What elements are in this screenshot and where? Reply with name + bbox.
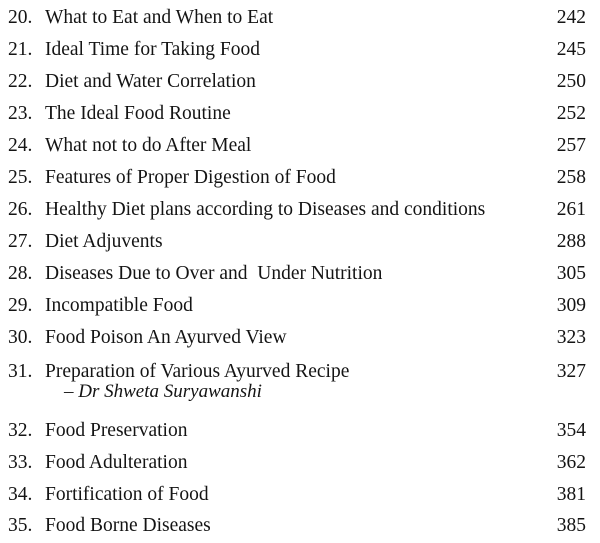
entry-page-number: 257: [556, 135, 586, 156]
entry-title: Diseases Due to Over and Under Nutrition: [45, 263, 383, 284]
entry-page-number: 261: [556, 199, 586, 220]
toc-entry: [8, 357, 586, 407]
entry-number: 22.: [8, 71, 33, 92]
entry-page-number: 362: [556, 452, 586, 473]
entry-title: Diet Adjuvents: [45, 231, 163, 252]
entry-title: Preparation of Various Ayurved Recipe: [45, 361, 350, 382]
entry-title: What to Eat and When to Eat: [45, 7, 274, 28]
entry-page-number: 258: [556, 167, 586, 188]
entry-title: Diet and Water Correlation: [45, 71, 256, 92]
toc-entry: [8, 291, 586, 321]
toc-entry: [8, 448, 586, 478]
entry-number: 26.: [8, 199, 33, 220]
toc-entry: [8, 67, 586, 97]
entry-page-number: 252: [556, 103, 586, 124]
entry-author: – Dr Shweta Suryawanshi: [64, 381, 262, 402]
entry-number: 34.: [8, 484, 33, 505]
entry-number: 25.: [8, 167, 33, 188]
entry-number: 23.: [8, 103, 33, 124]
toc-entry: [8, 511, 586, 541]
entry-number: 35.: [8, 515, 33, 536]
entry-number: 28.: [8, 263, 33, 284]
entry-number: 31.: [8, 361, 33, 382]
toc-entry: [8, 195, 586, 225]
entry-page-number: 305: [556, 263, 586, 284]
toc-entry: [8, 99, 586, 129]
toc-entry: [8, 323, 586, 353]
entry-title: The Ideal Food Routine: [45, 103, 231, 124]
entry-title: Ideal Time for Taking Food: [45, 39, 260, 60]
toc-entry: [8, 227, 586, 257]
entry-page-number: 288: [556, 231, 586, 252]
toc-entry: [8, 480, 586, 510]
entry-page-number: 323: [556, 327, 586, 348]
entry-page-number: 242: [556, 7, 586, 28]
toc-entry: [8, 416, 586, 446]
entry-title: Food Preservation: [45, 420, 188, 441]
entry-page-number: 354: [556, 420, 586, 441]
entry-number: 32.: [8, 420, 33, 441]
entry-title: What not to do After Meal: [45, 135, 252, 156]
entry-title: Features of Proper Digestion of Food: [45, 167, 336, 188]
entry-number: 29.: [8, 295, 33, 316]
entry-page-number: 245: [556, 39, 586, 60]
entry-title: Incompatible Food: [45, 295, 193, 316]
entry-page-number: 381: [556, 484, 586, 505]
entry-title: Food Poison An Ayurved View: [45, 327, 287, 348]
entry-number: 21.: [8, 39, 33, 60]
entry-title: Food Borne Diseases: [45, 515, 211, 536]
toc-entry: [8, 163, 586, 193]
entry-number: 20.: [8, 7, 33, 28]
toc-entry: [8, 259, 586, 289]
entry-title: Food Adulteration: [45, 452, 188, 473]
toc-entry: [8, 131, 586, 161]
entry-page-number: 327: [556, 361, 586, 382]
toc-entry: [8, 3, 586, 33]
toc-entry: [8, 35, 586, 65]
entry-number: 27.: [8, 231, 33, 252]
entry-page-number: 250: [556, 71, 586, 92]
entry-number: 24.: [8, 135, 33, 156]
entry-page-number: 385: [556, 515, 586, 536]
entry-number: 30.: [8, 327, 33, 348]
entry-number: 33.: [8, 452, 33, 473]
entry-title: Fortification of Food: [45, 484, 209, 505]
entry-page-number: 309: [556, 295, 586, 316]
entry-title: Healthy Diet plans according to Diseases and conditions: [45, 199, 486, 220]
